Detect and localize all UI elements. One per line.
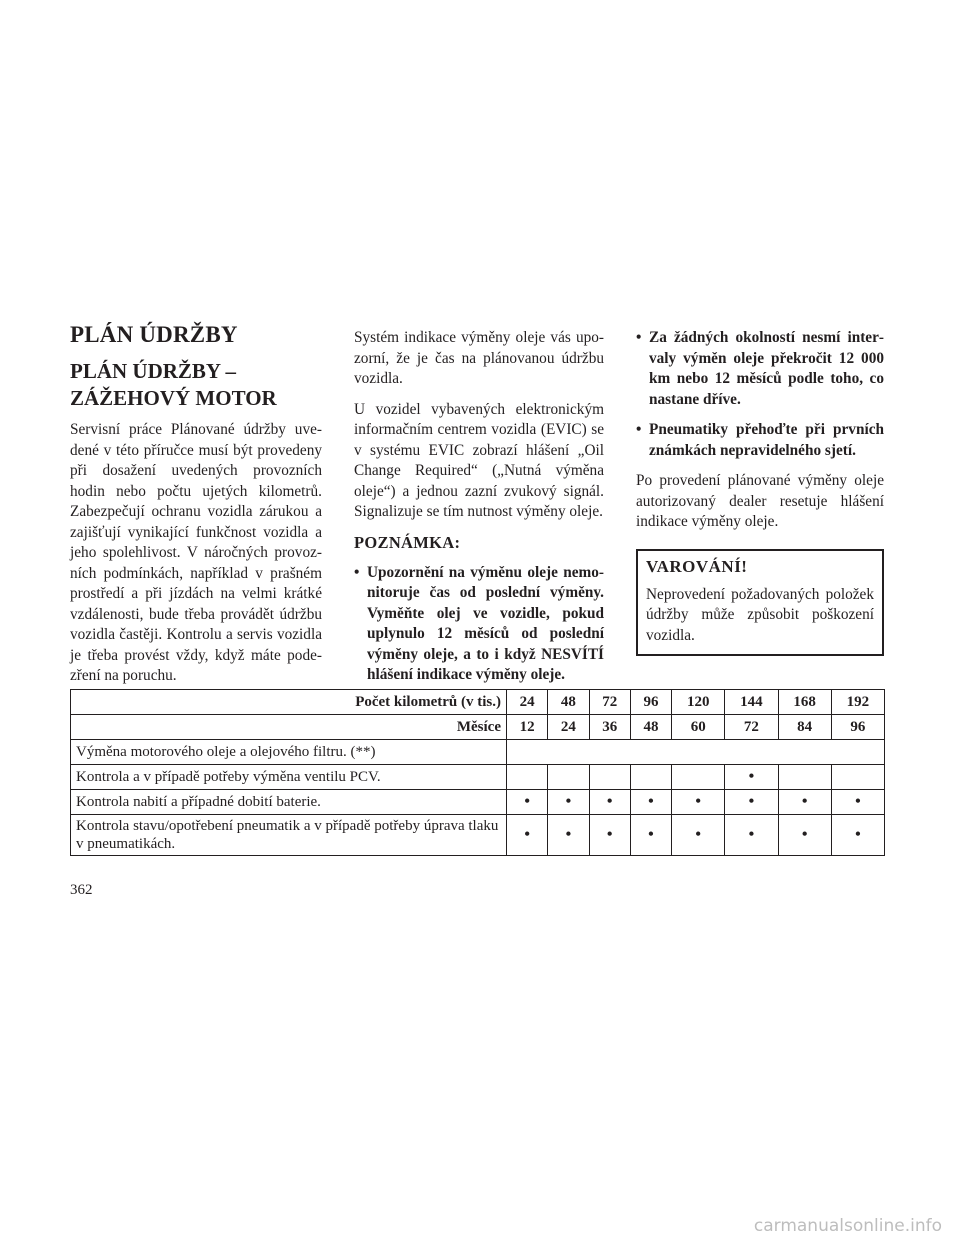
- maintenance-schedule-table: [70, 689, 885, 856]
- note-bullet-list: [354, 563, 604, 686]
- schedule-cell: •: [672, 790, 725, 815]
- km-header-label: Počet kilometrů (v tis.): [71, 690, 507, 715]
- months-header-cell: 36: [589, 715, 630, 740]
- schedule-cell: [507, 765, 548, 790]
- warning-box: [636, 549, 884, 657]
- months-header-cell: 24: [548, 715, 589, 740]
- table-row: [71, 765, 885, 790]
- schedule-cell: •: [778, 815, 831, 856]
- note-heading: POZNÁMKA:: [354, 532, 461, 552]
- bullet-mark: •: [354, 563, 360, 581]
- table-row: [71, 815, 885, 856]
- right-column: [636, 328, 884, 656]
- warning-text: Neprovedení požadovaných položek údržby může způsobit poškození vozidla.: [646, 585, 874, 644]
- row-label: Kontrola nabití a případné dobití baterie.: [71, 790, 507, 815]
- schedule-cell: •: [778, 790, 831, 815]
- left-column: [70, 322, 322, 697]
- months-header-label: Měsíce: [71, 715, 507, 740]
- schedule-cell: •: [725, 790, 778, 815]
- months-header-cell: 60: [672, 715, 725, 740]
- oil-indicator-paragraph: Systém indikace výměny oleje vás upozorní, že je čas na plánovanou údržbu vozidla.: [354, 329, 604, 387]
- schedule-cell: [778, 765, 831, 790]
- note-bullet-text: Pneumatiky přehoďte při prvních známkách nepravidelného sjetí.: [649, 421, 884, 459]
- schedule-cell: •: [507, 815, 548, 856]
- row-label: Kontrola a v případě potřeby výměna ventilu PCV.: [71, 765, 507, 790]
- km-header-cell: 168: [778, 690, 831, 715]
- km-header-row: [71, 690, 885, 715]
- note-bullet-list-continued: [636, 328, 884, 461]
- months-header-row: [71, 715, 885, 740]
- schedule-cell: [548, 765, 589, 790]
- evic-paragraph: U vozidel vybavených elektronickým informačním centrem vozidla (EVIC) se v systému EVIC zobrazí hlášení „Oil Change Required“ („Nutná výměna oleje“) a jednou zazní zvukový signál. Signalizuje se tím nutnost výměny oleje.: [354, 400, 604, 520]
- note-bullet-item: [636, 328, 884, 410]
- schedule-cell: •: [831, 815, 884, 856]
- schedule-cell: •: [507, 790, 548, 815]
- schedule-cell: •: [548, 790, 589, 815]
- schedule-cell: •: [630, 790, 671, 815]
- schedule-cell: [672, 765, 725, 790]
- table-row: [71, 740, 885, 765]
- note-bullet-item: [636, 420, 884, 461]
- row-label: Kontrola stavu/opotřebení pneumatik a v případě potřeby úprava tlaku v pneumatikách.: [71, 815, 507, 856]
- bullet-mark: •: [636, 329, 642, 346]
- bullet-mark: •: [636, 421, 642, 438]
- months-header-cell: 96: [831, 715, 884, 740]
- km-header-cell: 192: [831, 690, 884, 715]
- schedule-cell: •: [725, 765, 778, 790]
- row-label: Výměna motorového oleje a olejového filtru. (**): [71, 740, 507, 765]
- km-header-cell: 72: [589, 690, 630, 715]
- warning-title: VAROVÁNÍ!: [646, 556, 748, 576]
- km-header-cell: 96: [630, 690, 671, 715]
- intro-paragraph: Servisní práce Plánované údržby uvedené v této příručce musí být provedeny při dosažení uvedených provozních hodin nebo počtu ujetých kilometrů. Zabezpečují ochranu vozidla zárukou a zajišťují vynikající funkčnost vozidla a jeho spolehlivost. V náročných provozních podmínkách, například v prašném prostředí a při jízdách na velmi krátké vzdálenosti, bude třeba provádět údržbu vozidla častěji. Kontrolu a servis vozidla je třeba provést vždy, když máte podezření na poruchu.: [70, 421, 322, 684]
- schedule-cell: •: [589, 815, 630, 856]
- months-header-cell: 48: [630, 715, 671, 740]
- schedule-cell: •: [630, 815, 671, 856]
- km-header-cell: 24: [507, 690, 548, 715]
- middle-column: [354, 328, 604, 696]
- reset-paragraph: Po provedení plánované výměny oleje autorizovaný dealer resetuje hlášení indikace výměny oleje.: [636, 472, 884, 530]
- schedule-cell: [630, 765, 671, 790]
- months-header-cell: 12: [507, 715, 548, 740]
- section-title: PLÁN ÚDRŽBY: [70, 322, 238, 347]
- site-watermark: carmanualsonline.info: [753, 1216, 942, 1236]
- page-number: 362: [70, 882, 93, 898]
- months-header-cell: 84: [778, 715, 831, 740]
- note-bullet-item: [354, 563, 604, 686]
- table-row: [71, 790, 885, 815]
- km-header-cell: 48: [548, 690, 589, 715]
- schedule-cell: •: [831, 790, 884, 815]
- months-header-cell: 72: [725, 715, 778, 740]
- subsection-title: PLÁN ÚDRŽBY – ZÁŽEHOVÝ MOTOR: [70, 359, 277, 410]
- km-header-cell: 120: [672, 690, 725, 715]
- schedule-cell: •: [672, 815, 725, 856]
- row-empty-span: [507, 740, 885, 765]
- schedule-cell: [831, 765, 884, 790]
- schedule-cell: [589, 765, 630, 790]
- note-bullet-text: Upozornění na výměnu oleje nemonitoruje čas od poslední výměny. Vyměňte olej ve vozidle, pokud uplynulo 12 měsíců od poslední výměny oleje, a to i když NESVÍTÍ hlášení indikace výměny oleje.: [367, 563, 604, 683]
- schedule-cell: •: [548, 815, 589, 856]
- km-header-cell: 144: [725, 690, 778, 715]
- schedule-cell: •: [589, 790, 630, 815]
- note-bullet-text: Za žádných okolností nesmí intervaly výměn oleje překročit 12 000 km nebo 12 měsíců podle toho, co nastane dříve.: [649, 329, 884, 408]
- schedule-cell: •: [725, 815, 778, 856]
